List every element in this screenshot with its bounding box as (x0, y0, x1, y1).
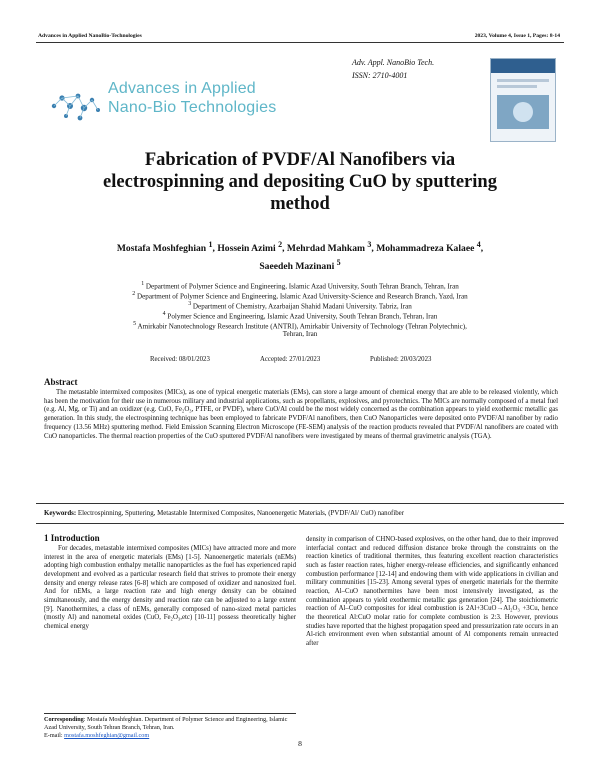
date-accepted: Accepted: 27/01/2023 (260, 356, 321, 363)
author-name: Mohammadreza Kalaee (376, 243, 475, 255)
title-line-2: electrospinning and depositing CuO by sputtering (103, 172, 497, 192)
introduction-heading: 1 Introduction (44, 533, 100, 543)
author-name: Mostafa Moshfeghian (116, 243, 207, 255)
journal-issn: ISSN: 2710-4001 (352, 71, 408, 80)
affiliation-5-line2: Tehran, Iran (282, 330, 318, 338)
corresponding-label: Corresponding (44, 716, 84, 723)
author-affiliation-mark: 1 (208, 240, 213, 249)
keywords-rule-top (36, 503, 564, 504)
title-line-1: Fabrication of PVDF/Al Nanofibers via (144, 150, 456, 170)
affiliation-text: Amirkabir Nanotechnology Research Institute (ANTRI), Amirkabir University of Technology (Tehran Polytechnic), (137, 322, 467, 331)
corresponding-text: : Mostafa Moshfeghian. Department of Polymer Science and Engineering, Islamic Azad University, South Tehran Branch, Tehran, Iran. (44, 716, 288, 731)
affiliation-5: $^5$ Amirkabir Nanotechnology Research Institute (ANTRI), Amirkabir University of Technology (Tehran Polytechnic), (133, 321, 467, 331)
abstract-text: The metastable intermixed composites (MICs), as one of typical energetic materials (EMs), can store a large amount of chemical energy that are able to be released violently, which has been the motivation for their use in numerous military and industrial applications, such as propellants, explosives, and pyrotechnics. The MICs are normally composed of a metal fuel (e.g. Al, Mg, or Ti) and an oxidizer (e.g. CuO, Fe₂O₃, PTFE, or PVDF), where CuO/Al could be the most widely concerned as the combination appears to yield exothermic metallic gas generation. In this study, the electrospinning technique has been employed to fabricate PVDF/Al nanofibers, then CuO Nanoparticles were deposited onto PVDF/Al nanofiber by radio frequency (13.56 MHz) sputtering method. Field Emission Scanning Electron Microscope (FE-SEM) analysis of the reaction products revealed that PVDF/Al nanofibers are coated with CuO nanoparticles. The thermal reaction properties of the CuO sputtered PVDF/Al nanofibers were investigated by means of thermal gravimetric analysis (TGA). (44, 389, 558, 440)
keywords-label: Keywords: (44, 510, 77, 517)
author-name: Saeedeh Mazinani (259, 261, 335, 273)
date-published: Published: 20/03/2023 (370, 356, 432, 363)
author-affiliation-mark: 3 (367, 240, 372, 249)
author-affiliation-mark: 5 (336, 258, 341, 268)
affiliation-2: $^2$ Department of Polymer Science and Engineering, Islamic Azad University-Science and Research Branch, Yazd, Iran (132, 291, 468, 301)
author-affiliation-mark: 4 (476, 240, 481, 249)
affiliation-1: $^1$ Department of Polymer Science and Engineering, Islamic Azad University, South Tehran Branch, Tehran, Iran (141, 281, 459, 291)
running-head-volume: 2023, Volume 4, Issue 1, Pages: 8-14 (474, 33, 560, 39)
page-number: 8 (298, 739, 302, 748)
footnote-rule (44, 713, 296, 714)
introduction-text-left-column: For decades, metastable intermixed composites (MICs) have attracted more and more interest in the area of energetic materials (EMs) [1-5]. Nanoenergetic materials (nEMs) adopting high combustion enthalpy metallic nanoparticles as the fuel has experienced rapid development and evolved as a particular research field that strives to promote their energy density and energy release rates [6-8] which are composed of oxidizer and nanosized fuel. And for nEMs, a large reaction rate and high energy density can be obtained simultaneously, and the energy density and reaction rate can be adjusted to a large extent [9]. Nanothermites, a class of nEMs, generally composed of nano-sized metal particles (mostly Al) and nanometal oxides (CuO, Fe₂O₃,etc) [10-11] possess theoretically higher chemical energy (44, 545, 296, 630)
title-line-3: method (270, 194, 330, 214)
date-received: Received: 08/01/2023 (150, 356, 210, 363)
journal-abbreviation: Adv. Appl. NanoBio Tech. (352, 58, 435, 67)
journal-logo-text-line2: Nano-Bio Technologies (108, 99, 277, 116)
author-name: Hossein Azimi (217, 243, 276, 255)
keywords-rule-bottom (36, 523, 564, 524)
affiliation-4: $^4$ Polymer Science and Engineering, Islamic Azad University, South Tehran Branch, Tehran, Iran (162, 311, 438, 321)
journal-logo-text-line1: Advances in Applied (108, 80, 256, 97)
affiliation-text: Department of Polymer Science and Engineering, Islamic Azad University, South Tehran Branch, Tehran, Iran (145, 282, 459, 291)
journal-cover-thumbnail (490, 58, 556, 142)
author-name: Mehrdad Mahkam (286, 243, 365, 255)
keywords-line (44, 510, 558, 517)
introduction-text-right-column: density in comparison of CHNO-based explosives, on the other hand, due to their improved interfacial contact and reduced diffusion distance broke through the constraints on the reaction kinetics of traditional thermites, thus featuring excellent reaction characteristics such as faster reaction rates, higher energy-release efficiencies, and significantly enhanced combustion performance [12-14] and endowing them with wide applications in civilian and military communities [15-23]. Among several types of energetic materials for the thermite reaction, Al–CuO nanothermites have been most intensively investigated, as the combination appears to yield exothermic metallic gas generation [24]. The stoichiometric reaction of Al–CuO composites for ideal combustion is 2Al+3CuO→Al₂O₃ +3Cu, hence the theoretical Al:CuO molar ratio for complete combustion is 2:3. However, previous studies have reported that the highest propagation speed and pressurization rate occurs in an Al-rich environment even when substantial amount of Al components remain unreacted after (306, 536, 558, 647)
corresponding-author-note (44, 716, 296, 740)
author-affiliation-mark: 2 (278, 240, 283, 249)
author-list: Mostafa Moshfeghian $^1$, Hossein Azimi $^2$, Mehrdad Mahkam $^3$, Mohammadreza Kalaee $^4$, Saeedeh Mazinani $^5$ (116, 240, 484, 273)
keywords-text: Electrospinning, Sputtering, Metastable Intermixed Composites, Nanoenergetic Materials, (PVDF/Al/ CuO) nanofiber (76, 510, 405, 517)
paper-title (60, 149, 540, 215)
abstract-heading: Abstract (44, 377, 78, 387)
affiliation-text: Department of Polymer Science and Engineering, Islamic Azad University-Science and Research Branch, Yazd, Iran (137, 292, 468, 301)
header-rule (36, 42, 564, 43)
affiliation-3: $^3$ Department of Chemistry, Azarbaijan Shahid Madani University. Tabriz, Iran (188, 301, 412, 311)
affiliation-text: Department of Chemistry, Azarbaijan Shahid Madani University. Tabriz, Iran (192, 302, 412, 311)
running-head-journal: Advances in Applied NanoBio-Technologies (38, 33, 142, 39)
affiliation-text: Polymer Science and Engineering, Islamic Azad University, South Tehran Branch, Tehran, Iran (167, 312, 438, 321)
corresponding-email-link[interactable]: mostafa.moshfeghian@gmail.com (64, 732, 150, 739)
email-label: E-mail: (44, 732, 65, 739)
